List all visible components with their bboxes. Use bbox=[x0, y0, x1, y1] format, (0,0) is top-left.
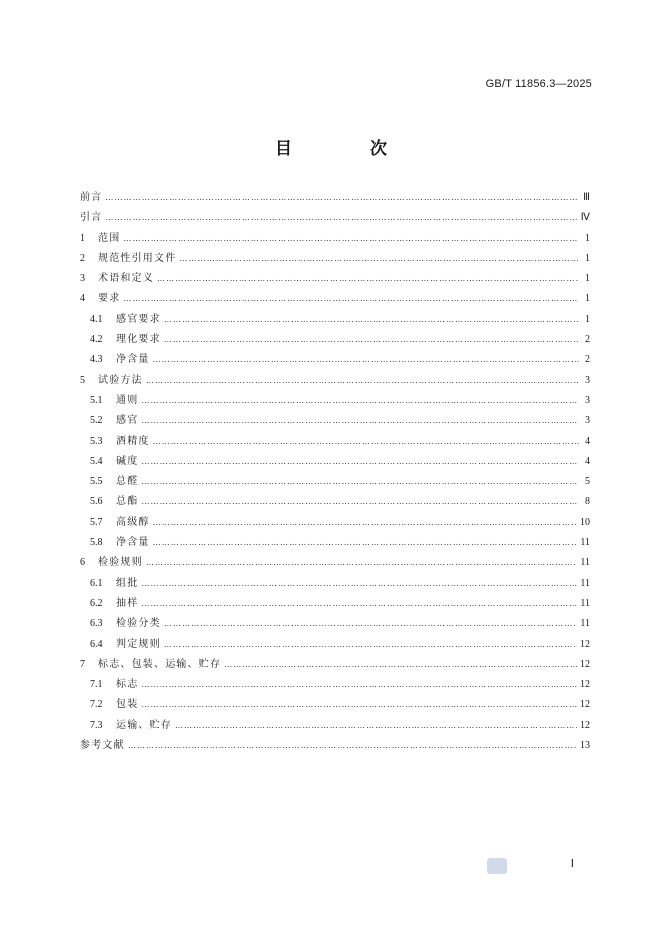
toc-leader-dots bbox=[164, 635, 577, 655]
toc-entry[interactable] bbox=[80, 533, 590, 553]
toc-leader-dots bbox=[141, 492, 579, 512]
toc-entry[interactable] bbox=[80, 432, 590, 452]
toc-leader-dots bbox=[175, 716, 577, 736]
toc-entry[interactable] bbox=[80, 229, 590, 249]
toc-entry-page: 12 bbox=[580, 658, 590, 670]
toc-leader-dots bbox=[123, 289, 579, 309]
toc-leader-dots bbox=[123, 229, 579, 249]
toc-entry-page: 11 bbox=[580, 577, 590, 589]
toc-leader-dots bbox=[128, 736, 577, 756]
toc-entry-title: 总酯 bbox=[116, 496, 139, 508]
toc-entry-number: 5.7 bbox=[90, 516, 103, 528]
toc-entry[interactable] bbox=[80, 391, 590, 411]
toc-entry[interactable] bbox=[80, 472, 590, 492]
toc-entry-number: 3 bbox=[80, 273, 85, 285]
toc-entry-number: 5.6 bbox=[90, 496, 103, 508]
toc-leader-dots bbox=[141, 594, 577, 614]
toc-entry-title: 术语和定义 bbox=[98, 273, 154, 285]
toc-entry-page: 1 bbox=[585, 293, 590, 305]
toc-entry[interactable] bbox=[80, 635, 590, 655]
toc-entry-number: 6.4 bbox=[90, 638, 103, 650]
toc-entry-page: 5 bbox=[585, 476, 590, 488]
toc-entry-title: 运输、贮存 bbox=[116, 719, 172, 731]
toc-entry-title: 抽样 bbox=[116, 597, 139, 609]
toc-entry[interactable] bbox=[80, 675, 590, 695]
toc-leader-dots bbox=[153, 350, 579, 370]
toc-entry-title: 组批 bbox=[116, 577, 139, 589]
toc-entry-number: 5.4 bbox=[90, 455, 103, 467]
toc-entry-page: 1 bbox=[585, 313, 590, 325]
toc-entry-title: 范围 bbox=[98, 232, 121, 244]
toc-leader-dots bbox=[141, 452, 579, 472]
toc-leader-dots bbox=[146, 553, 578, 573]
toc-leader-dots bbox=[146, 371, 579, 391]
toc-entry-number: 4.2 bbox=[90, 334, 103, 346]
toc-entry-page: 1 bbox=[585, 273, 590, 285]
toc-entry[interactable] bbox=[80, 208, 590, 228]
toc-leader-dots bbox=[224, 655, 577, 675]
toc-entry-number: 2 bbox=[80, 252, 85, 264]
toc-entry-page: 8 bbox=[585, 496, 590, 508]
toc-entry-page: 12 bbox=[580, 679, 590, 691]
toc-entry-page: 11 bbox=[580, 597, 590, 609]
toc-entry-title: 标志、包装、运输、贮存 bbox=[98, 658, 222, 670]
toc-entry-title: 感官 bbox=[116, 415, 139, 427]
toc-entry-page: 1 bbox=[585, 252, 590, 264]
toc-entry-page: 3 bbox=[585, 374, 590, 386]
toc-leader-dots bbox=[141, 675, 577, 695]
toc-entry-page: 2 bbox=[585, 334, 590, 346]
toc-leader-dots bbox=[153, 533, 578, 553]
toc-entry-page: 11 bbox=[580, 618, 590, 630]
toc-entry-number: 7.3 bbox=[90, 719, 103, 731]
toc-entry-page: 11 bbox=[580, 557, 590, 569]
toc-leader-dots bbox=[105, 208, 577, 228]
toc-leader-dots bbox=[164, 330, 579, 350]
toc-leader-dots bbox=[141, 574, 577, 594]
toc-entry[interactable] bbox=[80, 492, 590, 512]
toc-entry-page: 4 bbox=[585, 455, 590, 467]
toc-entry-title: 引言 bbox=[80, 212, 103, 224]
toc-entry[interactable] bbox=[80, 513, 590, 533]
toc-entry-title: 判定规则 bbox=[116, 638, 161, 650]
toc-entry-number: 7.1 bbox=[90, 679, 103, 691]
toc-entry-number: 5.3 bbox=[90, 435, 103, 447]
table-of-contents bbox=[80, 188, 590, 756]
toc-entry-number: 7 bbox=[80, 658, 85, 670]
toc-entry-number: 4.1 bbox=[90, 313, 103, 325]
toc-entry-page: 12 bbox=[580, 699, 590, 711]
toc-entry-number: 5 bbox=[80, 374, 85, 386]
toc-entry[interactable] bbox=[80, 330, 590, 350]
toc-entry[interactable] bbox=[80, 695, 590, 715]
toc-entry-number: 6.3 bbox=[90, 618, 103, 630]
toc-entry[interactable] bbox=[80, 553, 590, 573]
toc-entry[interactable] bbox=[80, 350, 590, 370]
toc-entry-page: 1 bbox=[585, 232, 590, 244]
toc-entry-page: 13 bbox=[580, 740, 590, 752]
toc-entry-page: 11 bbox=[580, 537, 590, 549]
toc-entry-number: 6.2 bbox=[90, 597, 103, 609]
toc-entry[interactable] bbox=[80, 452, 590, 472]
toc-entry[interactable] bbox=[80, 655, 590, 675]
toc-entry-title: 规范性引用文件 bbox=[98, 252, 177, 264]
toc-entry-page: Ⅲ bbox=[583, 192, 590, 203]
toc-entry-title: 碱度 bbox=[116, 455, 139, 467]
toc-entry[interactable] bbox=[80, 310, 590, 330]
toc-entry-title: 要求 bbox=[98, 293, 121, 305]
toc-leader-dots bbox=[153, 432, 579, 452]
toc-entry-number: 4 bbox=[80, 293, 85, 305]
toc-entry[interactable] bbox=[80, 188, 590, 208]
toc-entry[interactable] bbox=[80, 371, 590, 391]
toc-entry-title: 参考文献 bbox=[80, 740, 125, 752]
toc-entry-number: 1 bbox=[80, 232, 85, 244]
toc-entry-title: 酒精度 bbox=[116, 435, 150, 447]
toc-entry-title: 总醛 bbox=[116, 476, 139, 488]
toc-entry[interactable] bbox=[80, 411, 590, 431]
toc-entry-page: 12 bbox=[580, 719, 590, 731]
toc-entry-title: 检验规则 bbox=[98, 557, 143, 569]
publisher-logo-icon bbox=[487, 858, 507, 874]
toc-entry-title: 标志 bbox=[116, 679, 139, 691]
toc-entry-page: Ⅳ bbox=[580, 212, 590, 224]
toc-entry-title: 净含量 bbox=[116, 537, 150, 549]
toc-leader-dots bbox=[164, 614, 578, 634]
toc-entry-page: 3 bbox=[585, 415, 590, 427]
toc-entry-number: 7.2 bbox=[90, 699, 103, 711]
toc-entry-title: 感官要求 bbox=[116, 313, 161, 325]
toc-entry-number: 5.2 bbox=[90, 415, 103, 427]
toc-entry[interactable] bbox=[80, 269, 590, 289]
page-number: Ⅰ bbox=[570, 858, 574, 870]
toc-entry[interactable] bbox=[80, 249, 590, 269]
toc-entry-title: 净含量 bbox=[116, 354, 150, 366]
toc-entry-title: 检验分类 bbox=[116, 618, 161, 630]
toc-entry[interactable] bbox=[80, 289, 590, 309]
toc-entry-number: 6.1 bbox=[90, 577, 103, 589]
toc-entry[interactable] bbox=[80, 574, 590, 594]
toc-leader-dots bbox=[179, 249, 579, 269]
toc-entry-page: 2 bbox=[585, 354, 590, 366]
toc-entry[interactable] bbox=[80, 716, 590, 736]
toc-leader-dots bbox=[141, 391, 579, 411]
toc-entry[interactable] bbox=[80, 594, 590, 614]
toc-entry-title: 通则 bbox=[116, 394, 139, 406]
toc-entry-number: 5.8 bbox=[90, 537, 103, 549]
toc-leader-dots bbox=[105, 188, 579, 208]
toc-entry-title: 前言 bbox=[80, 192, 103, 203]
toc-leader-dots bbox=[157, 269, 579, 289]
toc-entry-title: 高级醇 bbox=[116, 516, 150, 528]
toc-entry[interactable] bbox=[80, 614, 590, 634]
toc-leader-dots bbox=[141, 472, 579, 492]
toc-entry-number: 5.5 bbox=[90, 476, 103, 488]
toc-entry-page: 3 bbox=[585, 394, 590, 406]
page-title: 目 次 bbox=[275, 139, 423, 159]
toc-entry-title: 试验方法 bbox=[98, 374, 143, 386]
toc-entry-number: 4.3 bbox=[90, 354, 103, 366]
toc-leader-dots bbox=[164, 310, 579, 330]
toc-leader-dots bbox=[141, 695, 577, 715]
toc-entry[interactable] bbox=[80, 736, 590, 756]
toc-entry-title: 理化要求 bbox=[116, 334, 161, 346]
toc-entry-page: 10 bbox=[580, 516, 590, 528]
toc-leader-dots bbox=[141, 411, 579, 431]
toc-entry-number: 5.1 bbox=[90, 394, 103, 406]
toc-entry-page: 12 bbox=[580, 638, 590, 650]
standard-code: GB/T 11856.3—2025 bbox=[485, 78, 592, 90]
toc-leader-dots bbox=[153, 513, 577, 533]
toc-entry-title: 包装 bbox=[116, 699, 139, 711]
toc-entry-page: 4 bbox=[585, 435, 590, 447]
toc-entry-number: 6 bbox=[80, 557, 85, 569]
